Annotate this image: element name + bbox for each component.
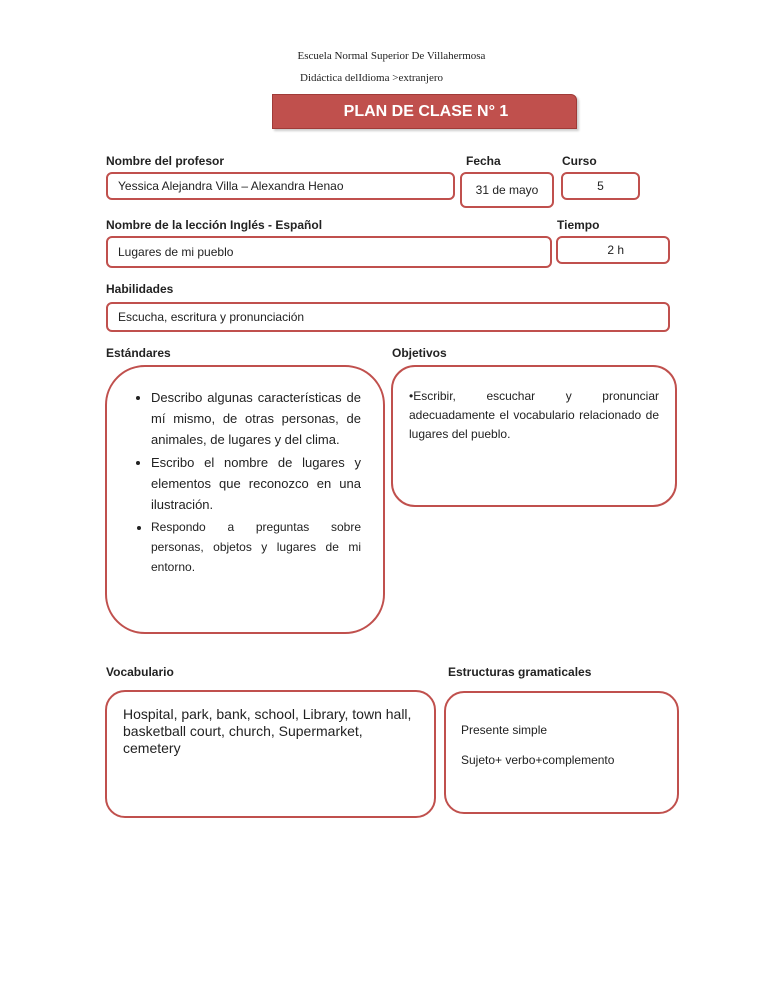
leccion-label: Nombre de la lección Inglés - Español xyxy=(106,218,323,232)
plan-title: PLAN DE CLASE N° 1 xyxy=(343,102,509,120)
curso-field: 5 xyxy=(561,172,640,200)
estructura-line: Sujeto+ verbo+complemento xyxy=(461,753,615,767)
subject-name: Didáctica delIdioma >extranjero xyxy=(300,72,444,84)
habilidades-field: Escucha, escritura y pronunciación xyxy=(106,302,670,332)
habilidades-label: Habilidades xyxy=(106,282,174,296)
estandares-box xyxy=(105,365,385,634)
fecha-field: 31 de mayo xyxy=(460,172,554,208)
estructura-line: Presente simple xyxy=(461,723,548,737)
estandar-item: • Escribo el nombre de lugares y elementos que reconozco en una ilustración. xyxy=(151,452,361,515)
estructuras-box xyxy=(444,691,679,814)
tiempo-label: Tiempo xyxy=(557,218,600,232)
estandar-item: • Respondo a preguntas sobre personas, objetos y lugares de mi entorno. xyxy=(151,517,361,577)
profesor-field: Yessica Alejandra Villa – Alexandra Henao xyxy=(106,172,455,200)
estructuras-label: Estructuras gramaticales xyxy=(448,665,592,679)
objetivos-label: Objetivos xyxy=(392,346,447,360)
vocabulario-box: Hospital, park, bank, school, Library, town hall, basketball court, church, Supermarket, cemetery xyxy=(105,690,436,818)
plan-title-banner xyxy=(272,94,577,129)
tiempo-field: 2 h xyxy=(556,236,670,264)
estandares-label: Estándares xyxy=(106,346,171,360)
objetivos-box: •Escribir, escuchar y pronunciar adecuadamente el vocabulario relacionado de lugares del pueblo. xyxy=(391,365,677,507)
estandares-list xyxy=(107,387,361,577)
school-name: Escuela Normal Superior De Villahermosa xyxy=(297,50,486,62)
profesor-label: Nombre del profesor xyxy=(106,154,225,168)
fecha-label: Fecha xyxy=(466,154,501,168)
leccion-field: Lugares de mi pueblo xyxy=(106,236,552,268)
curso-label: Curso xyxy=(562,154,597,168)
estandar-item: • Describo algunas características de mí mismo, de otras personas, de animales, de lugares y del clima. xyxy=(151,387,361,450)
vocabulario-label: Vocabulario xyxy=(106,665,174,679)
